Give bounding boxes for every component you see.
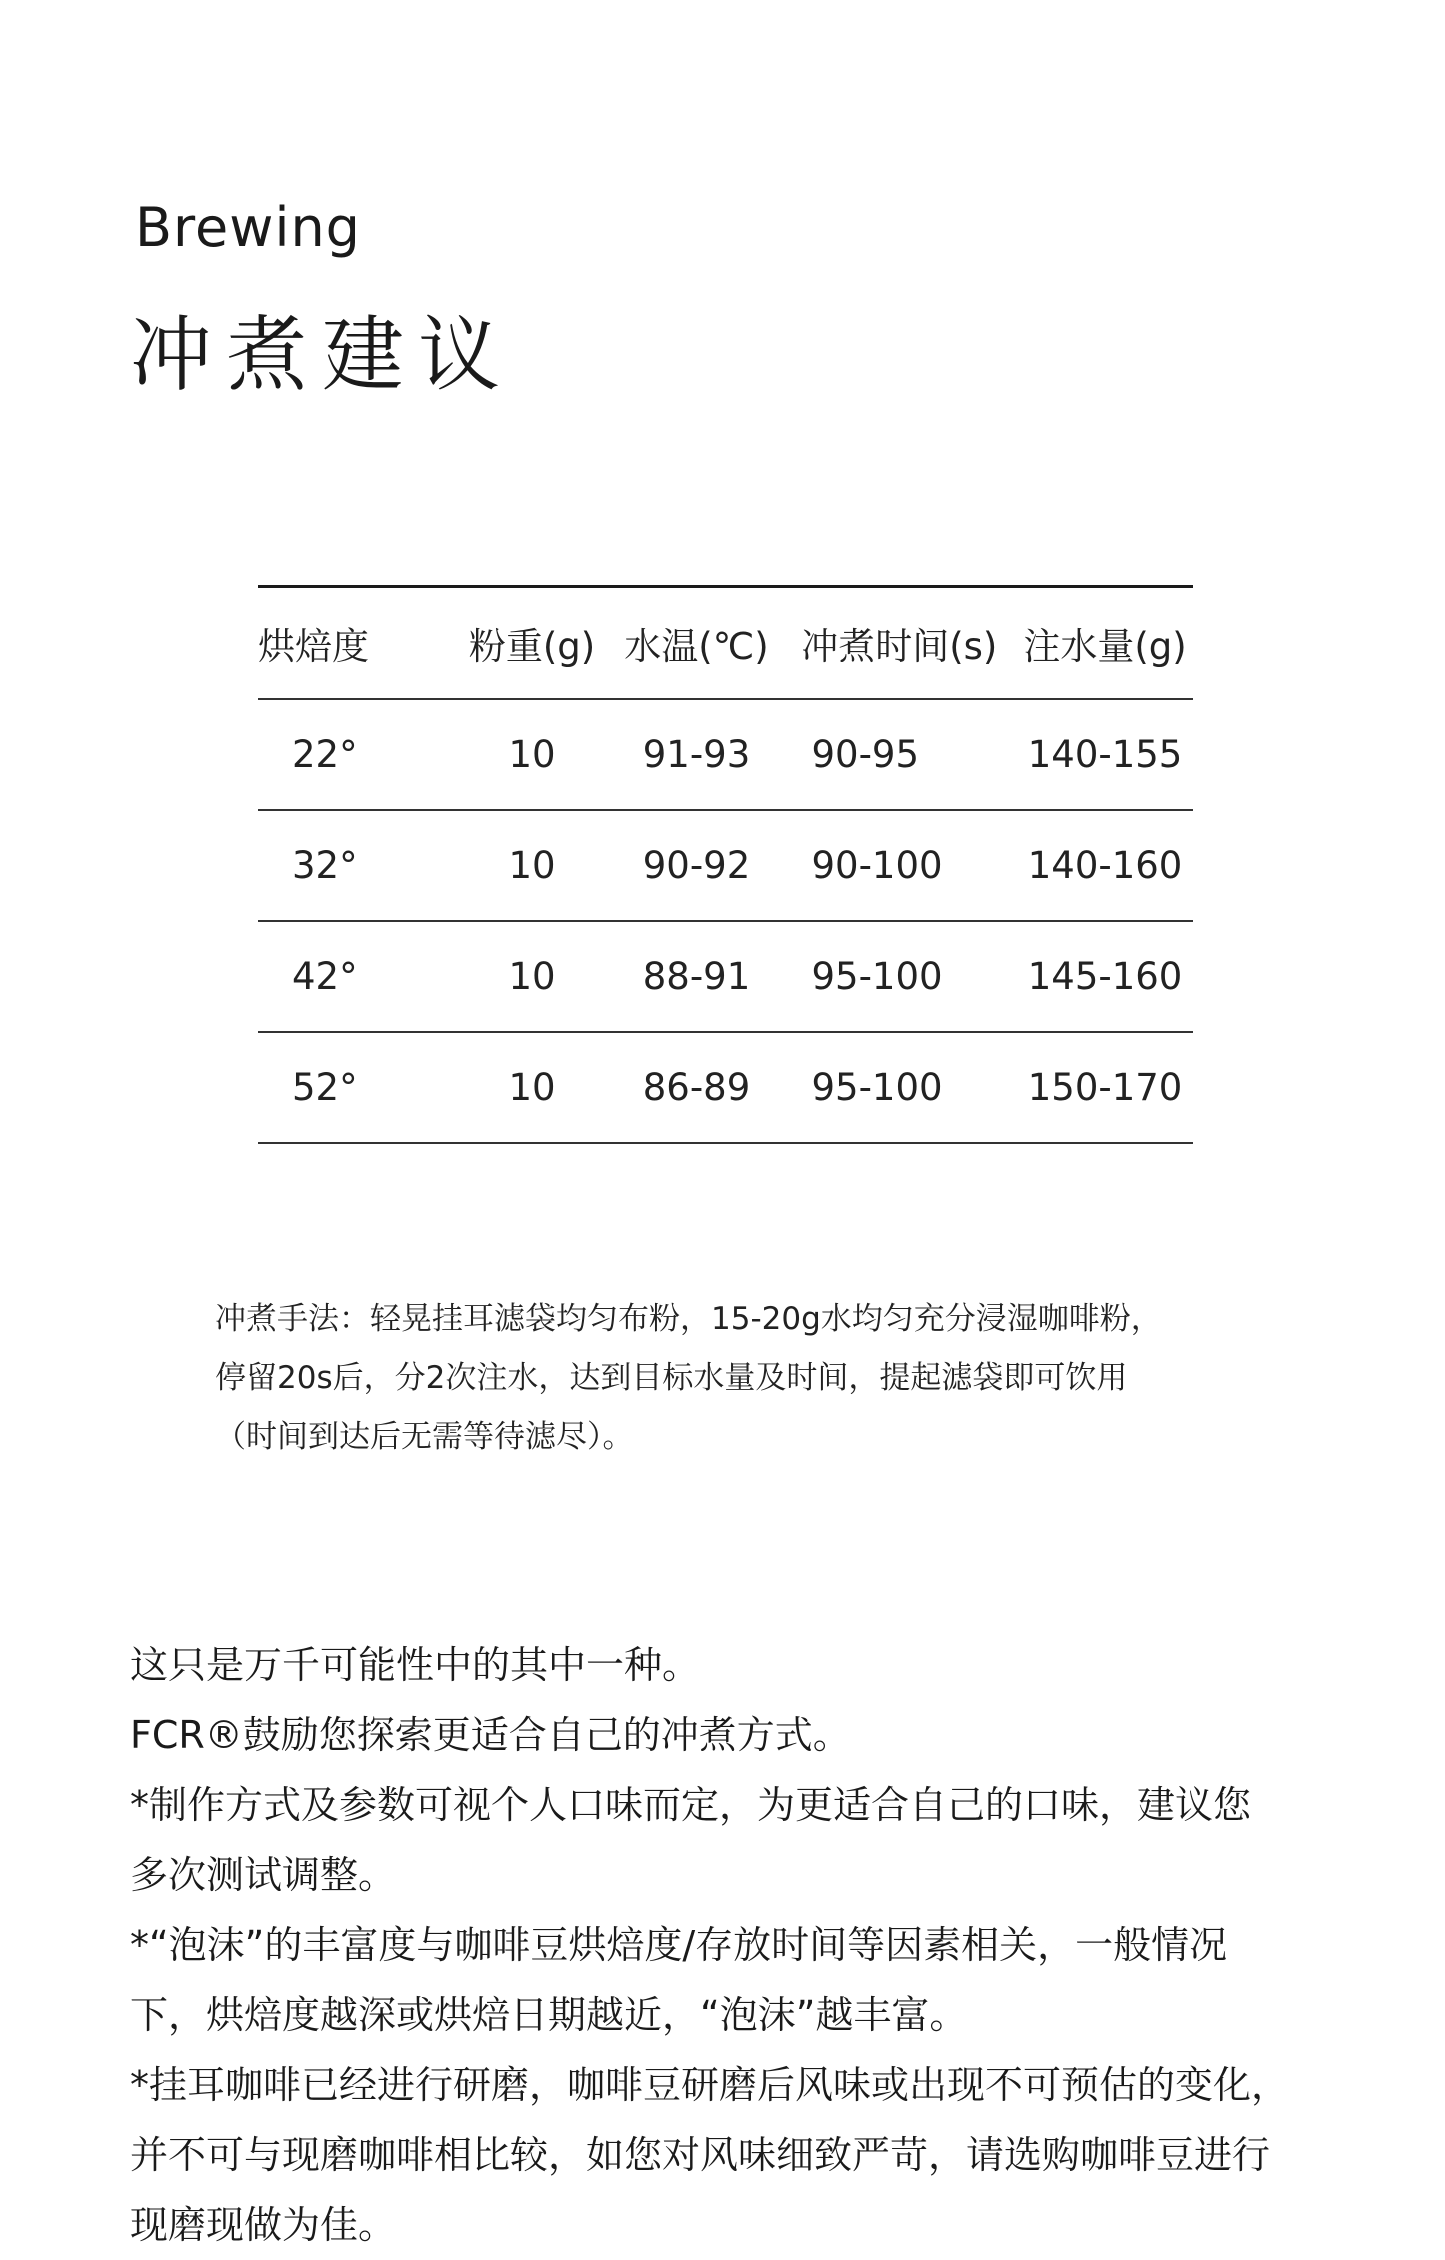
- brewing-table: [258, 585, 1193, 1144]
- note-line: *挂耳咖啡已经进行研磨，咖啡豆研磨后风味或出现不可预估的变化，: [130, 2063, 1290, 2107]
- cell-roast-level: 32°: [258, 810, 452, 921]
- header-roast-level: 烘焙度: [258, 587, 452, 700]
- table-row: [258, 1032, 1193, 1143]
- note-line: *制作方式及参数可视个人口味而定，为更适合自己的口味，建议您: [130, 1783, 1252, 1827]
- cell-brew-time: 95-100: [781, 1032, 1017, 1143]
- header-coffee-weight: 粉重(g): [452, 587, 611, 700]
- heading-chinese: 冲煮建议: [130, 308, 515, 403]
- cell-coffee-weight: 10: [452, 810, 611, 921]
- method-line: 停留20s后，分2次注水，达到目标水量及时间，提起滤袋即可饮用: [215, 1360, 1128, 1396]
- cell-brew-time: 95-100: [781, 921, 1017, 1032]
- table-header-row: [258, 587, 1193, 700]
- cell-water-amount: 145-160: [1017, 921, 1193, 1032]
- cell-water-amount: 140-155: [1017, 699, 1193, 810]
- header-brew-time: 冲煮时间(s): [781, 587, 1017, 700]
- header-water-temp: 水温(℃): [612, 587, 782, 700]
- note-line: FCR®鼓励您探索更适合自己的冲煮方式。: [130, 1713, 851, 1757]
- cell-coffee-weight: 10: [452, 1032, 611, 1143]
- brewing-method: [215, 1290, 1275, 1467]
- method-line: 冲煮手法：轻晃挂耳滤袋均匀布粉，15-20g水均匀充分浸湿咖啡粉，: [215, 1301, 1162, 1337]
- note-line: 并不可与现磨咖啡相比较，如您对风味细致严苛，请选购咖啡豆进行: [130, 2133, 1271, 2177]
- note-line: 下，烘焙度越深或烘焙日期越近，“泡沫”越丰富。: [130, 1993, 968, 2037]
- cell-water-amount: 140-160: [1017, 810, 1193, 921]
- note-line: 多次测试调整。: [130, 1853, 397, 1897]
- cell-roast-level: 22°: [258, 699, 452, 810]
- header-water-amount: 注水量(g): [1017, 587, 1193, 700]
- cell-coffee-weight: 10: [452, 921, 611, 1032]
- notes-section: [130, 1630, 1360, 2260]
- method-line: （时间到达后无需等待滤尽）。: [215, 1419, 634, 1455]
- cell-coffee-weight: 10: [452, 699, 611, 810]
- cell-roast-level: 52°: [258, 1032, 452, 1143]
- heading-english: Brewing: [135, 196, 361, 259]
- cell-brew-time: 90-100: [781, 810, 1017, 921]
- note-line: 这只是万千可能性中的其中一种。: [130, 1643, 701, 1687]
- cell-brew-time: 90-95: [781, 699, 1017, 810]
- note-line: 现磨现做为佳。: [130, 2203, 397, 2247]
- cell-water-temp: 88-91: [612, 921, 782, 1032]
- cell-water-temp: 91-93: [612, 699, 782, 810]
- table-row: [258, 921, 1193, 1032]
- cell-water-temp: 86-89: [612, 1032, 782, 1143]
- cell-water-amount: 150-170: [1017, 1032, 1193, 1143]
- cell-water-temp: 90-92: [612, 810, 782, 921]
- cell-roast-level: 42°: [258, 921, 452, 1032]
- brewing-table-container: [258, 585, 1193, 1144]
- table-row: [258, 810, 1193, 921]
- note-line: *“泡沫”的丰富度与咖啡豆烘焙度/存放时间等因素相关，一般情况: [130, 1923, 1228, 1967]
- table-row: [258, 699, 1193, 810]
